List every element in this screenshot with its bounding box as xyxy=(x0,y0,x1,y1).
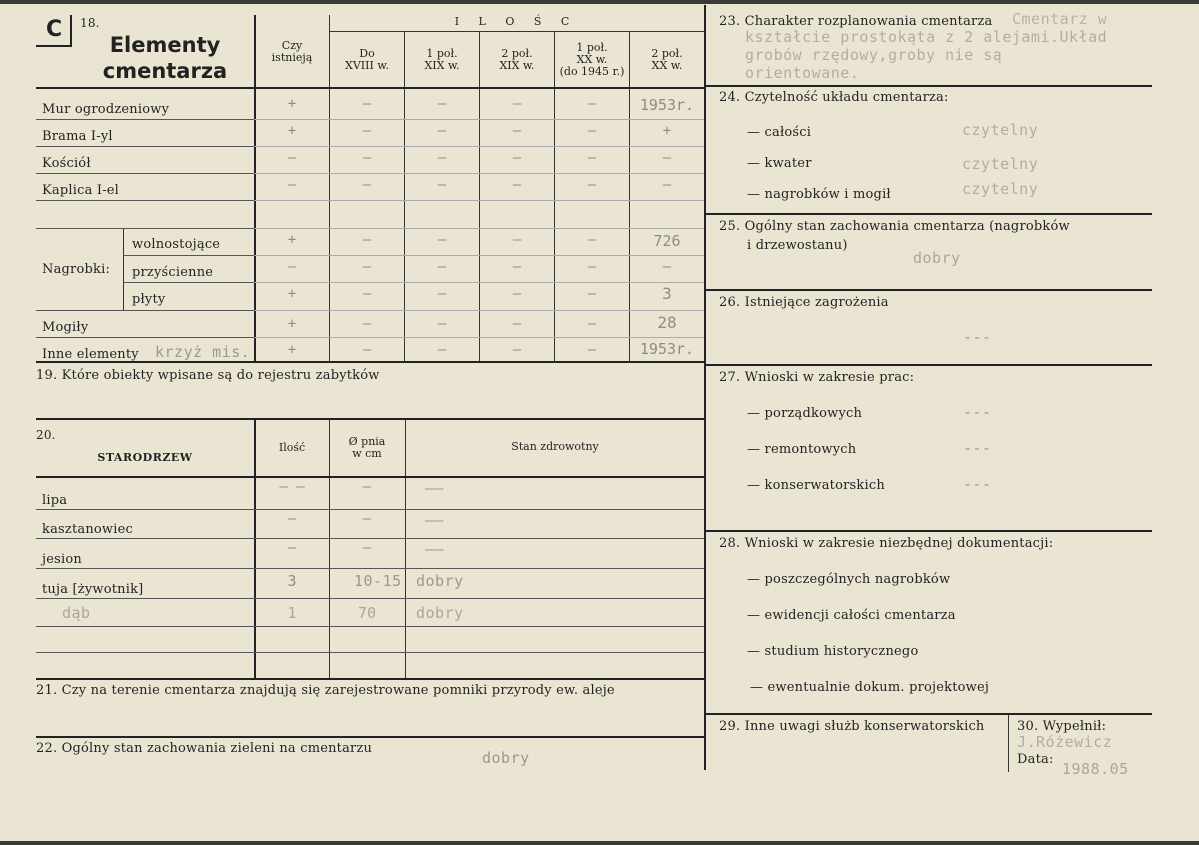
row-label-plyty: płyty xyxy=(132,292,166,307)
section-26-value: --- xyxy=(963,328,992,346)
tree-kasztan-pnia: – xyxy=(362,511,372,527)
section-29-label: 29. Inne uwagi służb konserwatorskich xyxy=(719,719,985,734)
section-24-item-nagrobkow: — nagrobków i mogił xyxy=(747,187,891,202)
tree-jesion-ilosc: – xyxy=(287,540,297,556)
section-27-item-konserwatorskich: — konserwatorskich xyxy=(747,478,885,493)
row-label-mogily: Mogiły xyxy=(42,320,89,335)
tree-jesion: jesion xyxy=(42,552,82,567)
section-23-line3: grobów rzędowy,groby nie są xyxy=(745,46,1003,64)
cell-kaplica-exists: – xyxy=(287,177,297,193)
section-30-date: 1988.05 xyxy=(1062,760,1129,778)
section-25-value: dobry xyxy=(913,249,961,267)
cell-kaplica-c3: – xyxy=(512,177,522,193)
cell-wolno-c4: – xyxy=(587,232,597,248)
cell-mur-c2: – xyxy=(437,96,447,112)
cell-plyty-c5: 3 xyxy=(662,284,672,303)
col-exists-header: Czy istnieją xyxy=(271,39,313,64)
cell-mogily-c3: – xyxy=(512,316,522,332)
section-27-value-konserwatorskich: --- xyxy=(963,475,992,493)
section-30-label: 30. Wypełnił: xyxy=(1017,719,1107,734)
tree-dab-pnia: 70 xyxy=(357,604,377,622)
section-27-item-remontowych: — remontowych xyxy=(747,442,857,457)
section-28-item-4: — ewentualnie dokum. projektowej xyxy=(750,680,990,695)
cell-kaplica-c5: – xyxy=(662,177,672,193)
section-26-label: 26. Istniejące zagrożenia xyxy=(719,295,889,310)
tree-jesion-stan: –– xyxy=(425,540,445,558)
cell-przysc-c4: – xyxy=(587,259,597,275)
section-28-label: 28. Wnioski w zakresie niezbędnej dokumentacji: xyxy=(719,536,1054,551)
section-23-line4: orientowane. xyxy=(745,64,860,82)
section-24-item-calosci: — całości xyxy=(747,125,812,140)
section-18-title-2: cmentarza xyxy=(102,59,228,83)
section-18-title-1: Elementy xyxy=(109,33,221,57)
cell-plyty-c1: – xyxy=(362,286,372,302)
section-21-label: 21. Czy na terenie cmentarza znajdują się zarejestrowane pomniki przyrody ew. aleje xyxy=(36,683,615,698)
tree-lipa-pnia: – xyxy=(362,479,372,495)
tree-dab-ilosc: 1 xyxy=(287,604,297,622)
section-18-number: 18. xyxy=(80,16,100,30)
tree-dab-stan: dobry xyxy=(416,604,464,622)
starodrzew-col-stan: Stan zdrowotny xyxy=(511,440,599,453)
cell-kosciol-c3: – xyxy=(512,150,522,166)
cell-mur-c4: – xyxy=(587,96,597,112)
row-label-kosciol: Kościół xyxy=(42,156,91,171)
section-20-number: 20. xyxy=(36,428,56,442)
section-28-item-1: — poszczególnych nagrobków xyxy=(747,572,951,587)
row-label-inne: Inne elementy xyxy=(42,347,139,362)
section-30-date-label: Data: xyxy=(1017,752,1054,767)
section-24-label: 24. Czytelność układu cmentarza: xyxy=(719,90,949,105)
cell-brama-c5: + xyxy=(662,123,672,139)
cell-brama-c3: – xyxy=(512,123,522,139)
section-23-line2: kształcie prostokąta z 2 alejami.Układ xyxy=(745,28,1108,46)
card-letter: C xyxy=(46,17,63,42)
row-label-wolnostojace: wolnostojące xyxy=(132,237,221,252)
section-22-label: 22. Ogólny stan zachowania zieleni na cmentarzu xyxy=(36,741,373,756)
section-25-label-2: i drzewostanu) xyxy=(747,238,848,253)
section-22-value: dobry xyxy=(482,749,530,767)
inne-typed-value: krzyż mis. xyxy=(155,343,251,361)
cell-przysc-c2: – xyxy=(437,259,447,275)
section-19-label: 19. Które obiekty wpisane są do rejestru zabytków xyxy=(36,368,380,383)
cell-inne-c2: – xyxy=(437,342,447,358)
cell-kaplica-c2: – xyxy=(437,177,447,193)
tree-dab: dąb xyxy=(62,604,91,622)
starodrzew-col-pnia: Ø pnia w cm xyxy=(348,435,386,460)
cell-mur-exists: + xyxy=(287,96,297,112)
section-24-value-calosci: czytelny xyxy=(962,121,1039,139)
cell-inne-c4: – xyxy=(587,342,597,358)
section-23-line1: Cmentarz w xyxy=(1012,10,1108,28)
tree-kasztanowiec: kasztanowiec xyxy=(42,522,133,537)
cell-inne-c1: – xyxy=(362,342,372,358)
cell-plyty-c3: – xyxy=(512,286,522,302)
cell-inne-exists: + xyxy=(287,342,297,358)
letter-box xyxy=(36,15,72,47)
tree-lipa-ilosc: – – xyxy=(279,479,305,495)
cell-mur-c1: – xyxy=(362,96,372,112)
section-27-value-porzadkowych: --- xyxy=(963,403,992,421)
col-header-1pol-xx: 1 poł. XX w. (do 1945 r.) xyxy=(559,41,625,78)
cell-kosciol-exists: – xyxy=(287,150,297,166)
row-label-przyscienne: przyścienne xyxy=(132,265,214,280)
cell-przysc-c3: – xyxy=(512,259,522,275)
cell-mogily-exists: + xyxy=(287,316,297,332)
section-30-name: J.Różewicz xyxy=(1017,733,1113,751)
col-header-2pol-xix: 2 poł. XIX w. xyxy=(499,47,535,72)
section-28-item-2: — ewidencji całości cmentarza xyxy=(747,608,956,623)
section-27-label: 27. Wnioski w zakresie prac: xyxy=(719,370,915,385)
cell-kaplica-c1: – xyxy=(362,177,372,193)
cell-plyty-c2: – xyxy=(437,286,447,302)
cell-przysc-c1: – xyxy=(362,259,372,275)
row-label-brama: Brama I-yl xyxy=(42,129,113,144)
cell-inne-c3: – xyxy=(512,342,522,358)
cell-kosciol-c1: – xyxy=(362,150,372,166)
tree-tuja-ilosc: 3 xyxy=(287,572,297,590)
section-20-title: STARODRZEW xyxy=(97,451,193,464)
section-23-label: 23. Charakter rozplanowania cmentarza xyxy=(719,14,993,29)
section-25-label-1: 25. Ogólny stan zachowania cmentarza (nagrobków xyxy=(719,219,1070,234)
section-27-value-remontowych: --- xyxy=(963,439,992,457)
section-24-value-nagrobkow: czytelny xyxy=(962,180,1039,198)
row-label-kaplica: Kaplica I-el xyxy=(42,183,120,198)
tree-kasztan-ilosc: – xyxy=(287,511,297,527)
col-header-1pol-xix: 1 poł. XIX w. xyxy=(424,47,460,72)
cell-wolno-c2: – xyxy=(437,232,447,248)
tree-kasztan-stan: –– xyxy=(425,511,445,529)
section-24-value-kwater: czytelny xyxy=(962,155,1039,173)
cell-wolno-exists: + xyxy=(287,232,297,248)
tree-lipa-stan: –– xyxy=(425,479,445,497)
cell-mogily-c2: – xyxy=(437,316,447,332)
cell-mogily-c5: 28 xyxy=(657,313,677,332)
cell-kaplica-c4: – xyxy=(587,177,597,193)
row-label-mur: Mur ogrodzeniowy xyxy=(42,102,170,117)
cell-plyty-c4: – xyxy=(587,286,597,302)
cell-brama-c4: – xyxy=(587,123,597,139)
col-header-2pol-xx: 2 poł. XX w. xyxy=(651,47,683,72)
section-28-item-3: — studium historycznego xyxy=(747,644,919,659)
cell-mur-c3: – xyxy=(512,96,522,112)
section-27-item-porzadkowych: — porządkowych xyxy=(747,406,863,421)
col-header-do-xviii: Do XVIII w. xyxy=(345,47,389,72)
cell-kosciol-c2: – xyxy=(437,150,447,166)
tree-tuja: tuja [żywotnik] xyxy=(42,582,144,597)
cell-mur-c5: 1953r. xyxy=(639,96,695,114)
row-label-nagrobki: Nagrobki: xyxy=(42,262,111,277)
ilosc-header: I L O Ś C xyxy=(454,15,578,28)
section-24-item-kwater: — kwater xyxy=(747,156,812,171)
tree-tuja-stan: dobry xyxy=(416,572,464,590)
cell-mogily-c4: – xyxy=(587,316,597,332)
tree-tuja-pnia: 10-15 xyxy=(354,572,402,590)
tree-jesion-pnia: – xyxy=(362,540,372,556)
cell-brama-exists: + xyxy=(287,123,297,139)
cell-kosciol-c5: – xyxy=(662,150,672,166)
tree-lipa: lipa xyxy=(42,493,68,508)
cell-wolno-c3: – xyxy=(512,232,522,248)
cell-mogily-c1: – xyxy=(362,316,372,332)
cell-przysc-c5: – xyxy=(662,259,672,275)
cell-plyty-exists: + xyxy=(287,286,297,302)
cell-brama-c2: – xyxy=(437,123,447,139)
cell-brama-c1: – xyxy=(362,123,372,139)
cell-kosciol-c4: – xyxy=(587,150,597,166)
cell-inne-c5: 1953r. xyxy=(639,340,695,358)
cell-wolno-c5: 726 xyxy=(653,232,681,250)
cell-wolno-c1: – xyxy=(362,232,372,248)
starodrzew-col-ilosc: Ilość xyxy=(278,441,306,454)
cell-przysc-exists: – xyxy=(287,259,297,275)
